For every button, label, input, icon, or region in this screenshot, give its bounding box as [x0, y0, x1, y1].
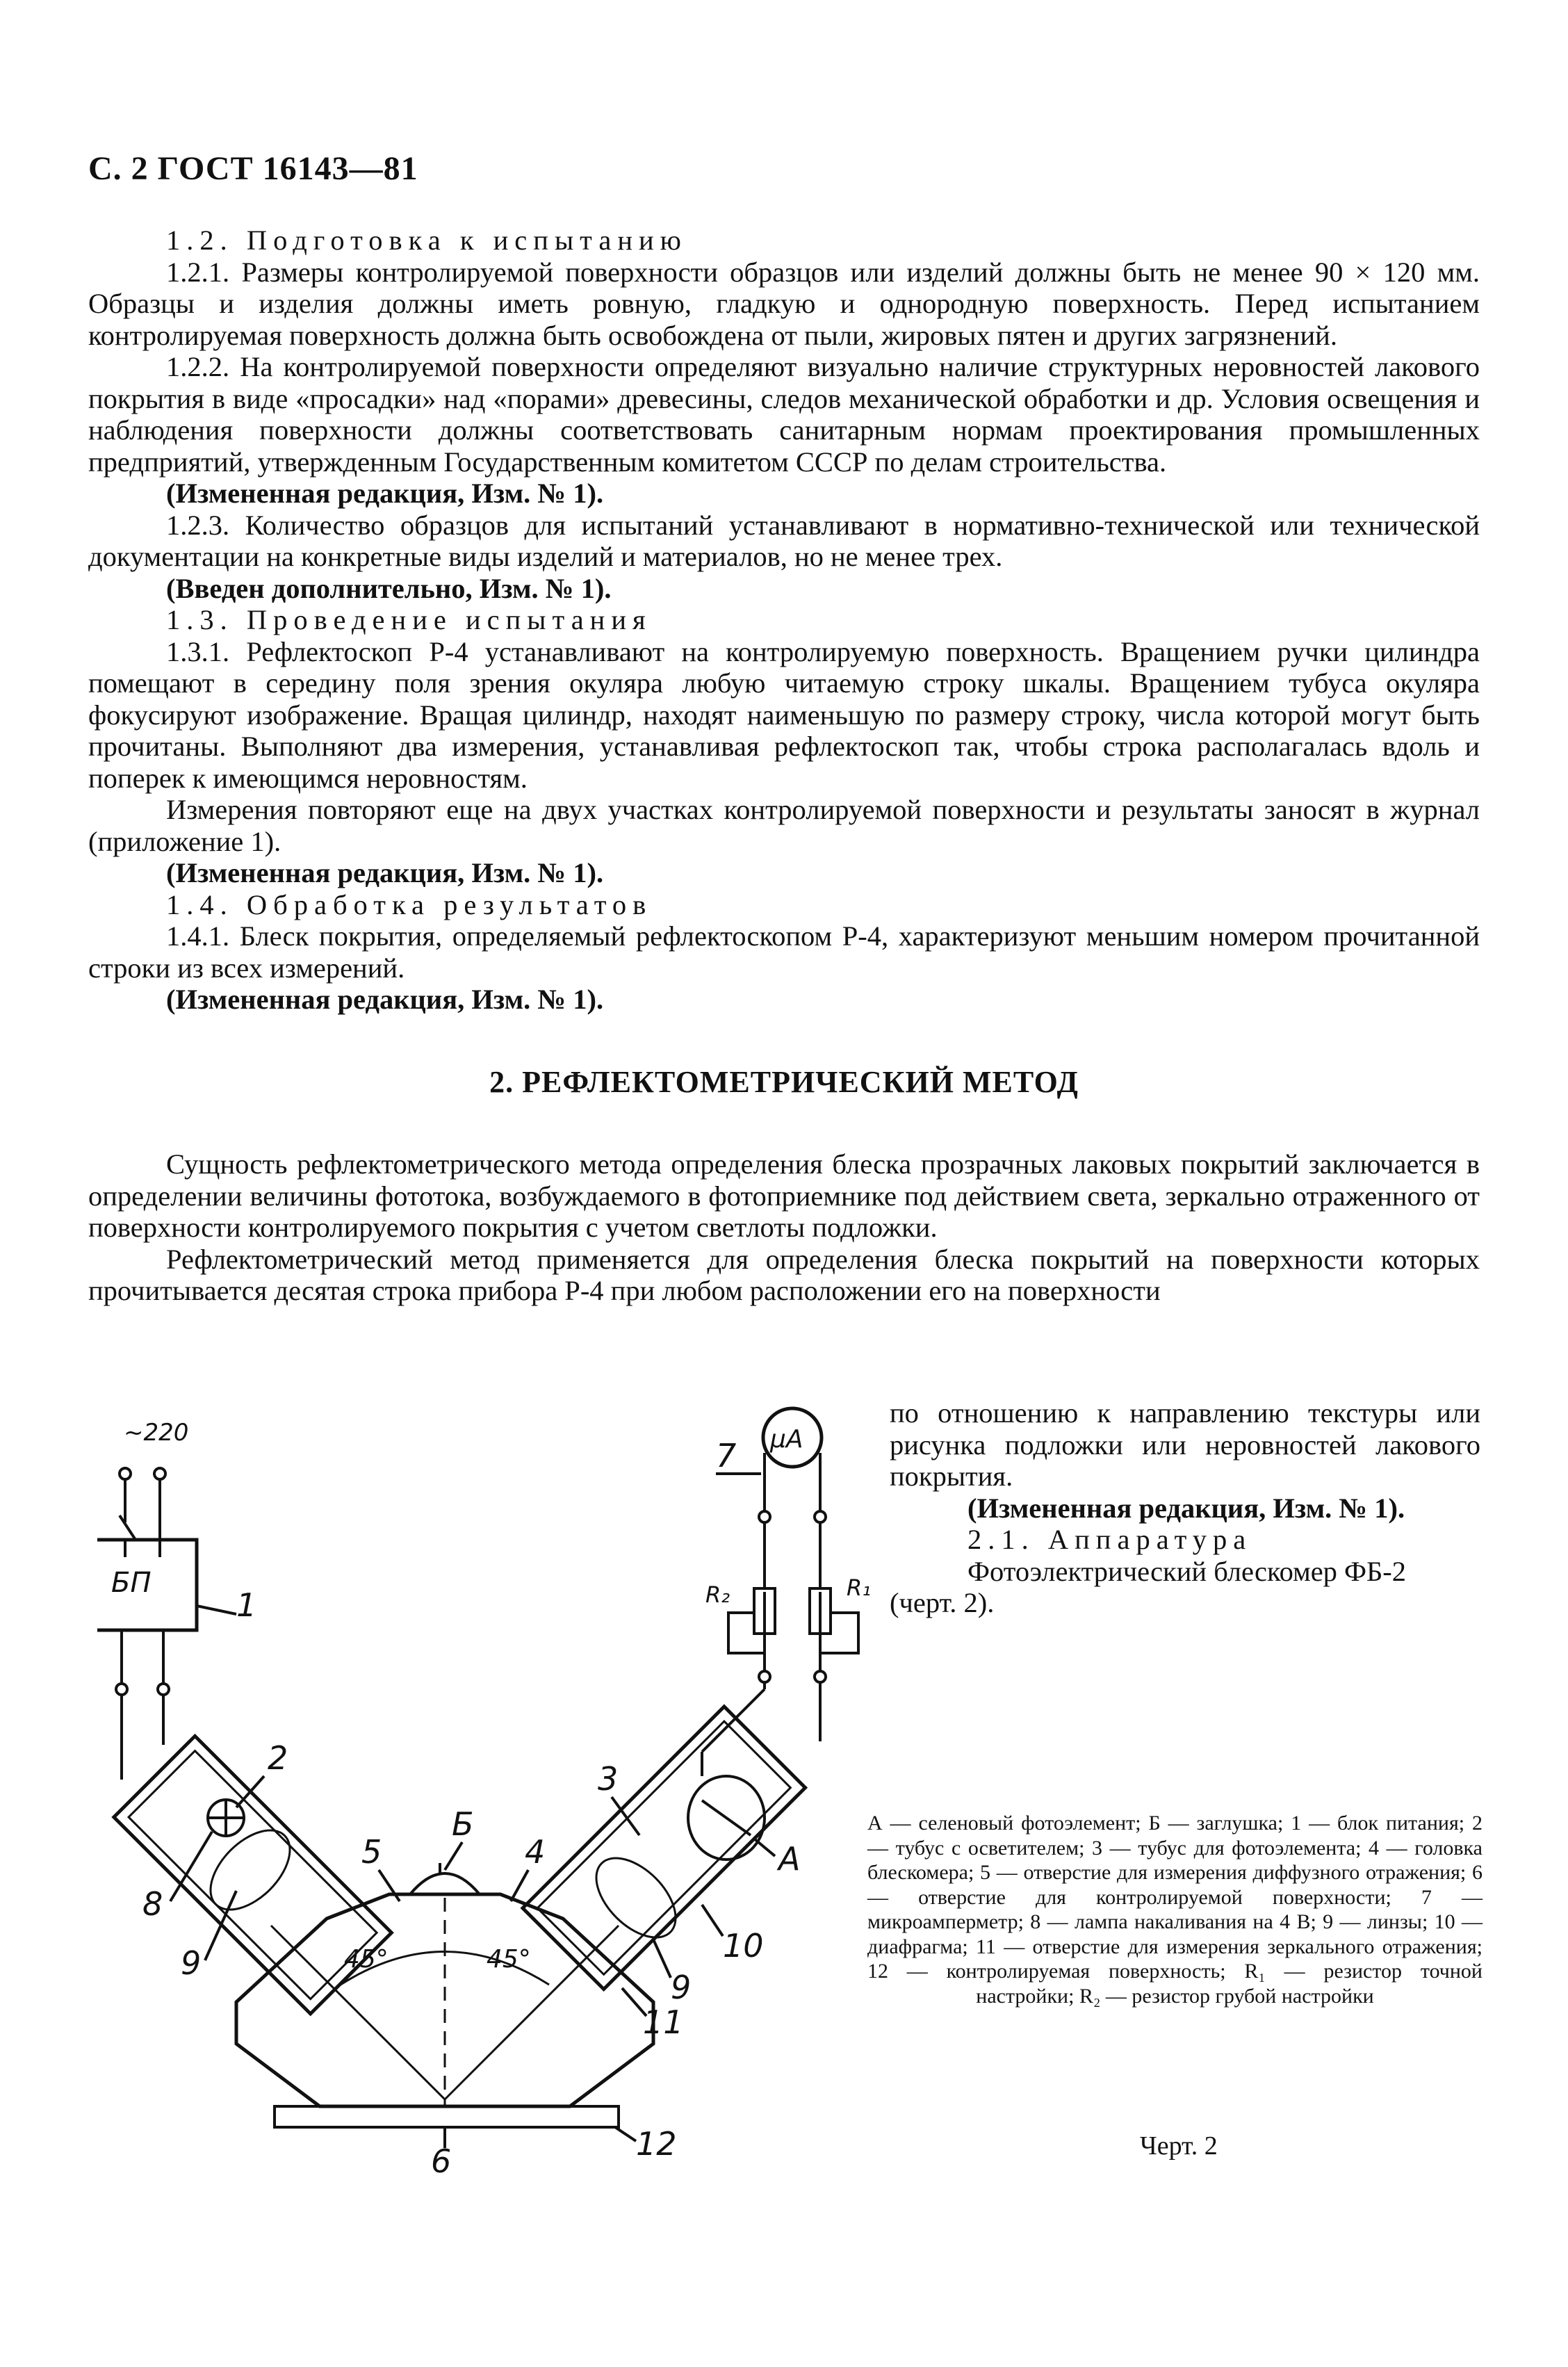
- paragraph-2-1a: Фотоэлектрический блескомер ФБ-2: [967, 1555, 1407, 1587]
- terminal: [120, 1468, 131, 1479]
- right-column-text: [890, 1397, 1480, 1619]
- label-8: 8: [142, 1885, 163, 1923]
- power-unit-label: БП: [111, 1567, 152, 1599]
- controlled-surface-plate: [275, 2106, 619, 2127]
- paragraph-1-4-1: 1.4.1. Блеск покрытия, определяемый рефлектоскопом Р-4, характеризуют меньшим номером прочитанной строки из всех измерений.: [88, 920, 1480, 984]
- figure-legend: [867, 1811, 1483, 2008]
- paragraph-1-2-3: 1.2.3. Количество образцов для испытаний устанавливают в нормативно-технической или технической документации на конкретные виды изделий и материалов, но не менее трех.: [88, 509, 1480, 572]
- section-2-title: 2. РЕФЛЕКТОМЕТРИЧЕСКИЙ МЕТОД: [489, 1064, 1079, 1099]
- paragraph-2-1b: (черт. 2).: [890, 1587, 995, 1618]
- section-2-1-title: 2.1. Аппаратура: [967, 1524, 1252, 1555]
- cap: [410, 1873, 480, 1894]
- angle-label-right: 45°: [487, 1945, 531, 1974]
- voltage-label: ~220: [124, 1419, 189, 1447]
- microammeter-label: μA: [770, 1425, 803, 1454]
- paragraph-1-3-1: 1.3.1. Рефлектоскоп Р-4 устанавливают на контролируемую поверхность. Вращением ручки цилиндра помещают в середину поля зрения окуляра любую читаемую строку шкалы. Вращением тубуса окуляра фокусируют изображение. Вращая цилиндр, находят наименьшую по размеру строку, числа которой могут быть прочитаны. Выполняют два измерения, устанавливая рефлектоскоп так, чтобы строка располагалась вдоль и поперек к имеющимся неровностям.: [88, 635, 1480, 794]
- section-1-4-title: 1.4. Обработка результатов: [166, 888, 653, 920]
- switch: [120, 1515, 136, 1540]
- paragraph-1-3-1b: Измерения повторяют еще на двух участках контролируемой поверхности и результаты заносят в журнал (приложение 1).: [88, 794, 1480, 857]
- label-R1: R₁: [847, 1575, 872, 1601]
- gloss-meter-diagram: [97, 1404, 890, 2224]
- paragraph-1-2-1: 1.2.1. Размеры контролируемой поверхности образцов или изделий должны быть не менее 90 × 120 мм. Образцы и изделия должны иметь ровную, гладкую и однородную поверхность. Перед испытанием контролируемая поверхность должна быть освобождена от пыли, жировых пятен и других загрязнений.: [88, 256, 1480, 351]
- edit-note: (Измененная редакция, Изм. № 1).: [166, 857, 604, 888]
- label-11: 11: [643, 2003, 684, 2041]
- section-1-3-title: 1.3. Проведение испытания: [166, 604, 652, 635]
- figure-caption: Черт. 2: [1140, 2131, 1218, 2161]
- label-3: 3: [598, 1760, 619, 1798]
- label-A: А: [778, 1840, 801, 1878]
- page-header: С. 2 ГОСТ 16143—81: [88, 150, 418, 187]
- added-note: (Введен дополнительно, Изм. № 1).: [166, 572, 612, 604]
- paragraph-1-2-2: 1.2.2. На контролируемой поверхности определяют визуально наличие структурных неровностей лакового покрытия в виде «просадки» над «порами» древесины, следов механической обработки и др. Условия освещения и наблюдения поверхности должны соответствовать санитарным нормам проектирования промышленных предприятий, утвержденным Государственным комитетом СССР по делам строительства.: [88, 351, 1480, 478]
- terminal: [154, 1468, 165, 1479]
- label-12: 12: [636, 2125, 677, 2163]
- label-9-left: 9: [181, 1944, 202, 1982]
- label-6: 6: [431, 2142, 452, 2180]
- paragraph-2b: Рефлектометрический метод применяется для определения блеска покрытий на поверхности которых прочитывается десятая строка прибора Р-4 при любом расположении его на поверхности: [88, 1243, 1480, 1306]
- main-text: [88, 225, 1480, 1307]
- paragraph-2a: Сущность рефлектометрического метода определения блеска прозрачных лаковых покрытий заключается в определении величины фототока, возбуждаемого в фотоприемнике под действием света, зеркально отраженного от поверхности контролируемого покрытия с учетом светлоты подложки.: [88, 1148, 1480, 1243]
- label-2: 2: [268, 1739, 288, 1777]
- label-R2: R₂: [705, 1581, 730, 1608]
- label-10: 10: [723, 1927, 764, 1965]
- legend-text: А — селеновый фотоэлемент; Б — заглушка; 1 — блок питания; 2 — тубус с осветителем; 3 — тубус для фотоэлемента; 4 — головка блескомера; 5 — отверстие для измерения диффузного отражения; 6 — отверстие для контролируемой поверхности; 7 — микроамперметр; 8 — лампа накаливания на 4 В; 9 — линзы; 10 — диафрагма; 11 — отверстие для измерения зеркального отражения; 12 — контролируемая поверхность; R₁ — резистор точной настройки; R₂ — резистор грубой настройки: [867, 1812, 1483, 2008]
- section-1-2-title: 1.2. Подготовка к испытанию: [166, 225, 687, 256]
- lens: [582, 1844, 690, 1952]
- edit-note: (Измененная редакция, Изм. № 1).: [166, 984, 604, 1015]
- paragraph-2b-continued: по отношению к направлению текстуры или рисунка подложки или неровностей лакового покрытия.: [890, 1397, 1480, 1492]
- label-9-right: 9: [671, 1969, 692, 2006]
- label-5: 5: [361, 1833, 382, 1871]
- label-7: 7: [716, 1437, 737, 1474]
- angle-label-left: 45°: [344, 1945, 389, 1974]
- label-cap: Б: [452, 1805, 474, 1843]
- label-4: 4: [525, 1833, 546, 1871]
- reflected-ray: [445, 1926, 619, 2099]
- label-1: 1: [236, 1586, 257, 1624]
- edit-note: (Измененная редакция, Изм. № 1).: [166, 478, 604, 509]
- edit-note: (Измененная редакция, Изм. № 1).: [967, 1492, 1405, 1524]
